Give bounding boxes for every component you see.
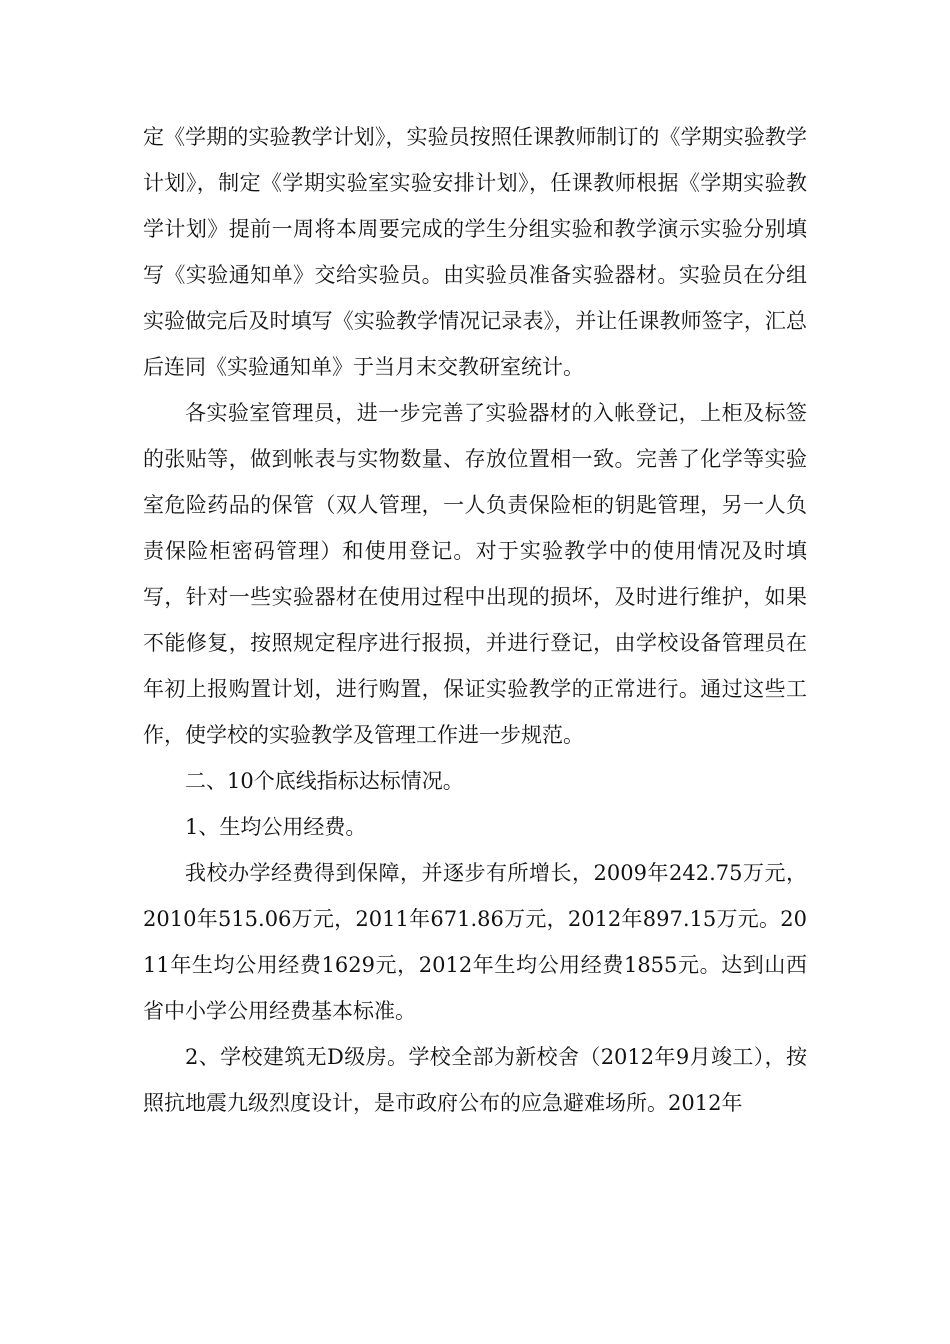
paragraph-funding: 我校办学经费得到保障，并逐步有所增长，2009年242.75万元，2010年515.06万元，2011年671.86万元，2012年897.15万元。2011年生均公用经费1629元，2012年生均公用经费1855元。达到山西省中小学公用经费基本标准。 (143, 861, 807, 1023)
document-body (143, 114, 807, 1126)
paragraph-buildings: 2、学校建筑无D级房。学校全部为新校舍（2012年9月竣工），按照抗地震九级烈度设计，是市政府公布的应急避难场所。2012年 (143, 1045, 807, 1115)
paragraph-lab-management: 各实验室管理员，进一步完善了实验器材的入帐登记，上柜及标签的张贴等，做到帐表与实物数量、存放位置相一致。完善了化学等实验室危险药品的保管（双人管理，一人负责保险柜的钥匙管理，另一人负责保险柜密码管理）和使用登记。对于实验教学中的使用情况及时填写，针对一些实验器材在使用过程中出现的损坏，及时进行维护，如果不能修复，按照规定程序进行报损，并进行登记，由学校设备管理员在年初上报购置计划，进行购置，保证实验教学的正常进行。通过这些工作，使学校的实验教学及管理工作进一步规范。 (143, 401, 807, 747)
paragraph-lab-plan: 定《学期的实验教学计划》，实验员按照任课教师制订的《学期实验教学计划》，制定《学期实验室实验安排计划》，任课教师根据《学期实验教学计划》提前一周将本周要完成的学生分组实验和教学演示实验分别填写《实验通知单》交给实验员。由实验员准备实验器材。实验员在分组实验做完后及时填写《实验教学情况记录表》，并让任课教师签字，汇总后连同《实验通知单》于当月末交教研室统计。 (143, 125, 807, 379)
subheading-public-funds: 1、生均公用经费。 (185, 815, 367, 839)
section-heading-baseline-indicators: 二、10个底线指标达标情况。 (185, 769, 464, 793)
